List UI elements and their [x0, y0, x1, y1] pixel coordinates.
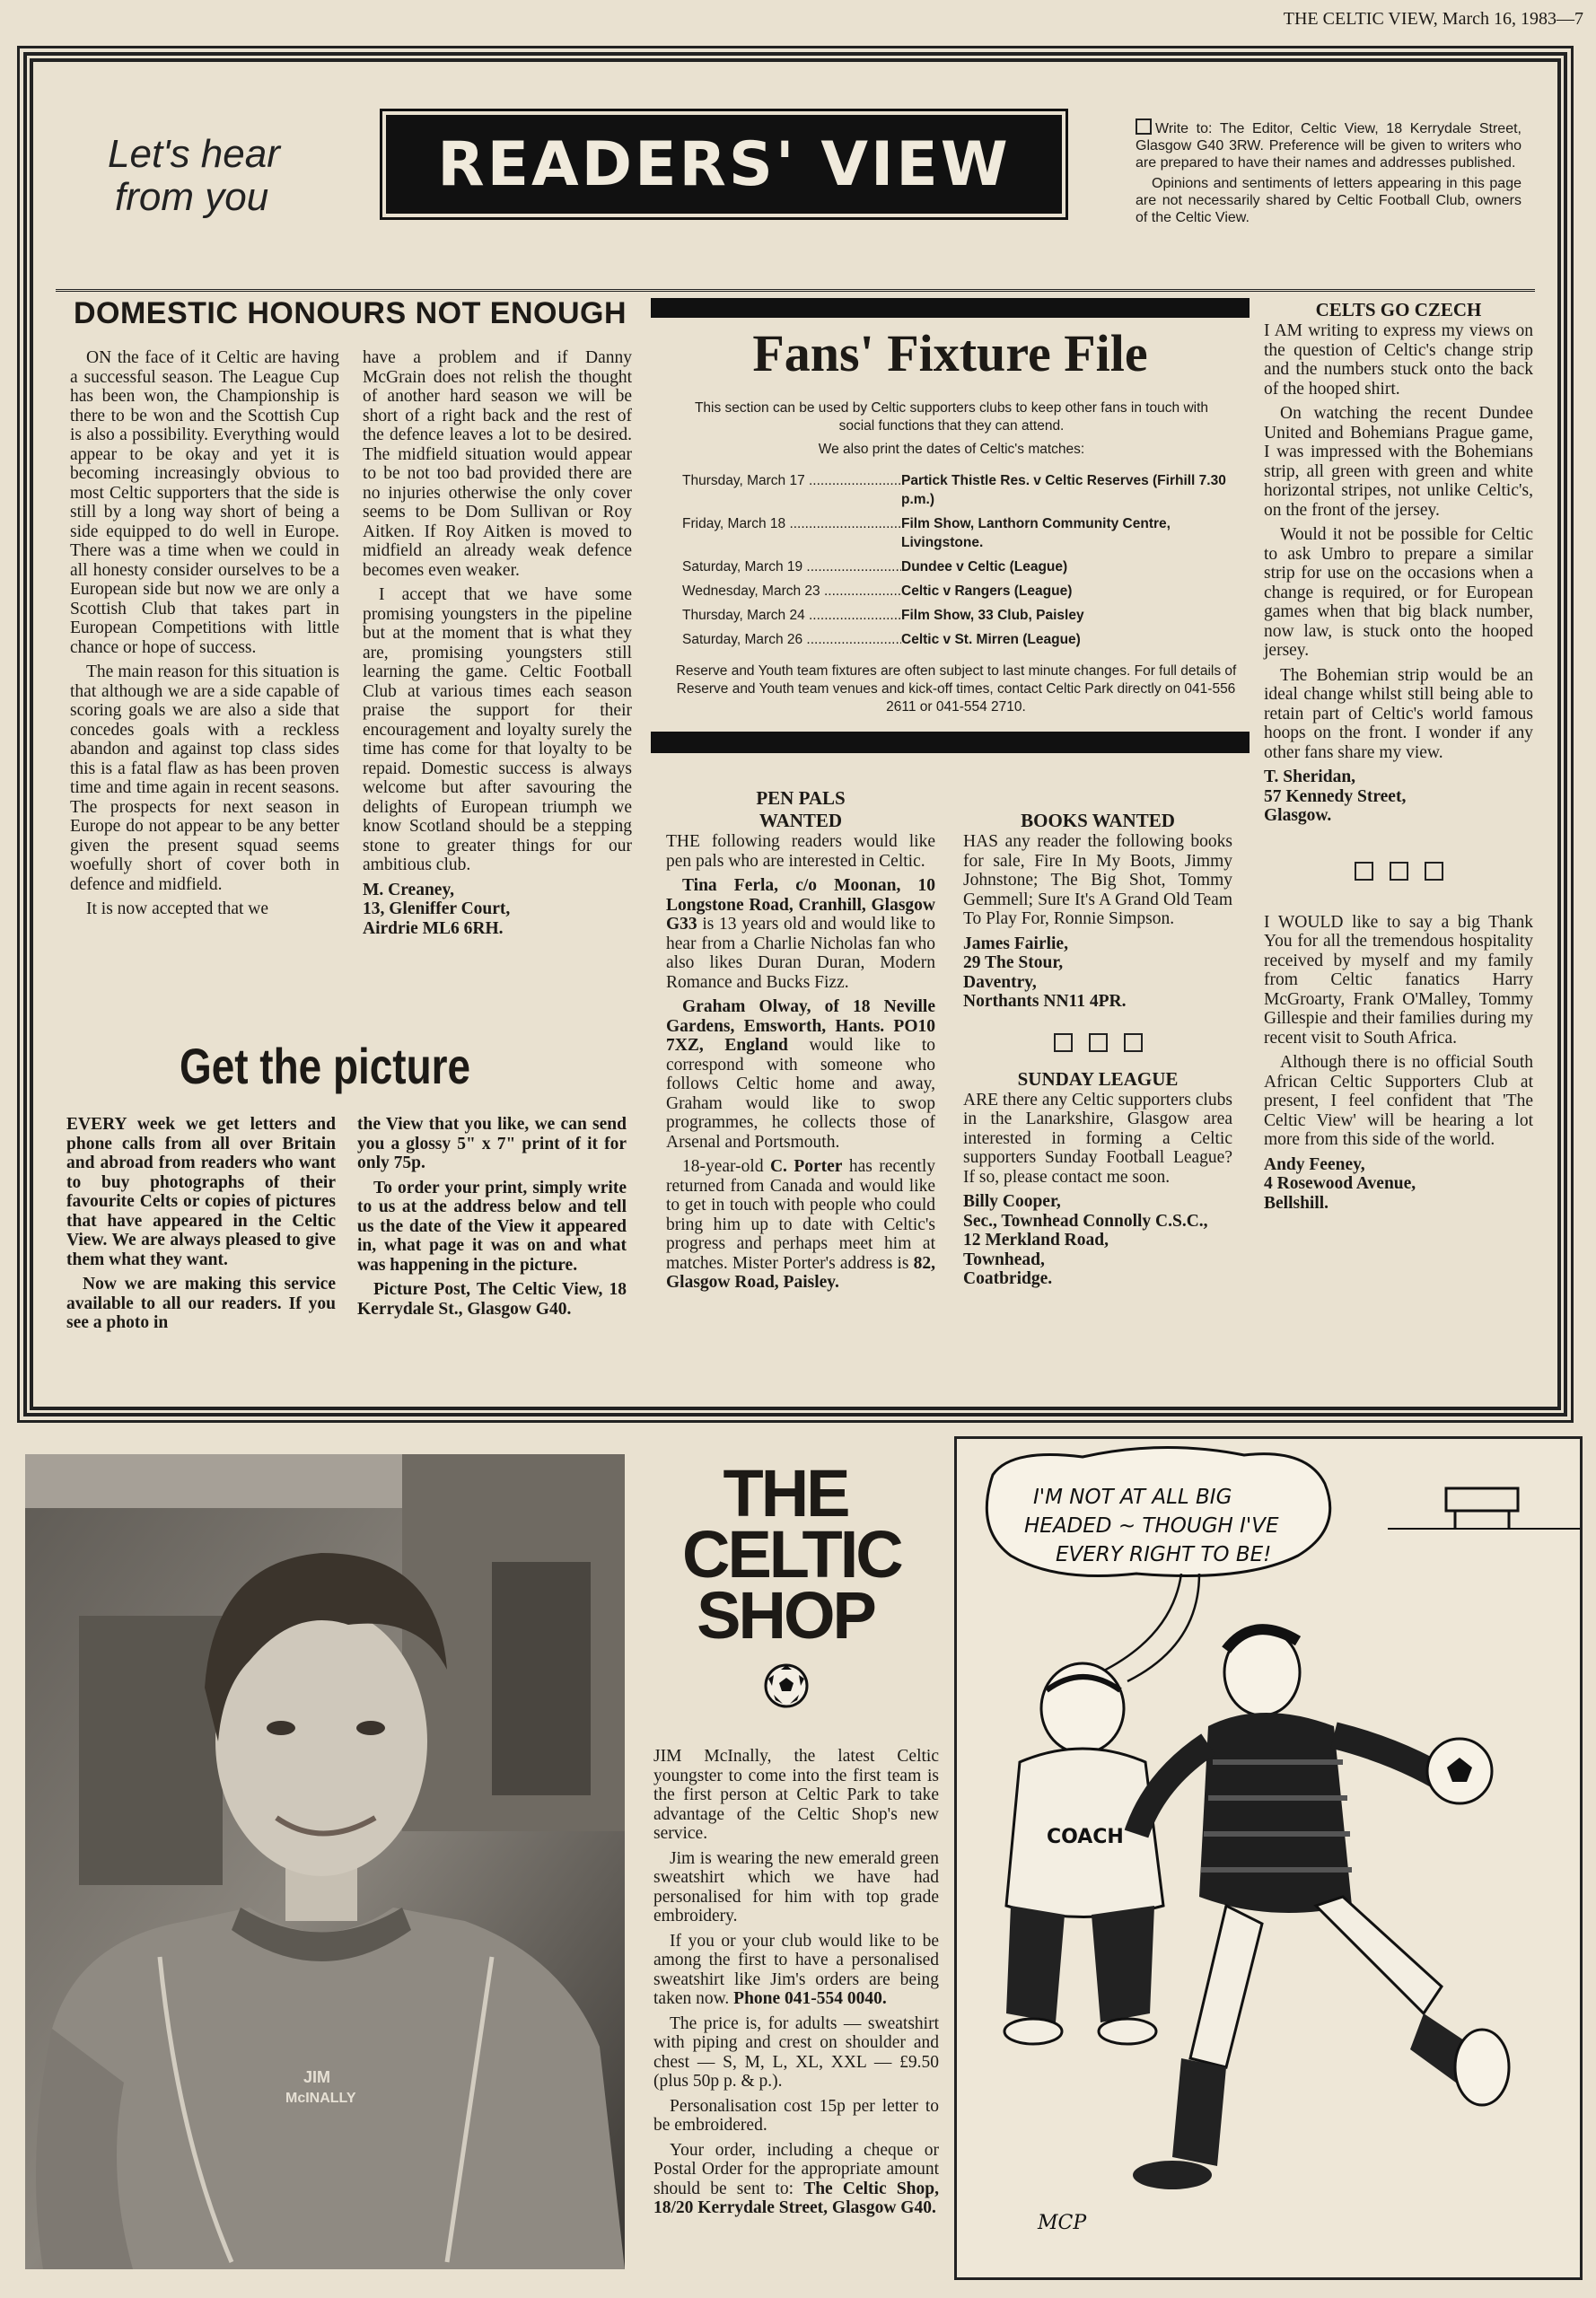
fixture-event: Film Show, Lanthorn Community Centre, Livingstone.	[901, 516, 1171, 550]
penpals-heading	[666, 787, 935, 832]
disclaimer-text: Opinions and sentiments of letters appearing in this page are not necessarily shared by Celtic Football Club, owners of the Celtic View.	[1136, 176, 1521, 225]
get-the-picture-heading: Get the picture	[180, 1038, 471, 1094]
fixture-date: Wednesday, March 23 .....	[682, 582, 901, 601]
books-column	[963, 810, 1232, 1289]
penpal-name: Tina Ferla, c/o Moonan, 10 Longstone Road, Cranhill, Glasgow G33	[666, 876, 935, 934]
square-icon	[1136, 118, 1152, 135]
fixture-table	[682, 471, 1230, 654]
signature-address: Coatbridge.	[963, 1269, 1053, 1288]
fixture-date: Saturday, March 19 .....	[682, 557, 901, 576]
penpals-heading-line2: WANTED	[759, 810, 843, 831]
signature-address: Daventry,	[963, 972, 1037, 992]
speech-line3: EVERY RIGHT TO BE!	[1056, 1543, 1272, 1566]
penpals-heading-line1: PEN PALS	[756, 787, 846, 809]
shop-para: Personalisation cost 15p per letter to be embroidered.	[653, 2096, 939, 2135]
picture-column-2	[357, 1115, 627, 1324]
penpal-text: is 13 years old and would like to hear from a Charlie Nicholas fan who also likes Duran Duran, Modern Romance and Bucks Fizz.	[666, 915, 935, 992]
signature-address: Northants NN11 4PR.	[963, 992, 1127, 1011]
fixture-row	[682, 514, 1230, 552]
penpals-intro: THE following readers would like pen pals who are interested in Celtic.	[666, 832, 935, 871]
fixture-date: Thursday, March 24 .....	[682, 606, 901, 625]
celtic-shop-title	[682, 1456, 901, 1653]
signature-address: Glasgow.	[1264, 806, 1332, 825]
cartoon-drawing	[957, 1439, 1580, 2277]
football-icon	[763, 1662, 810, 1709]
fixture-event: Celtic v Rangers (League)	[901, 583, 1073, 599]
picture-address: Picture Post, The Celtic View, 18 Kerrydale St., Glasgow G40.	[357, 1280, 627, 1319]
penpals-entry	[666, 1157, 935, 1293]
signature-name: T. Sheridan,	[1264, 767, 1356, 786]
shirt-embroidery: McINALLY	[285, 2091, 356, 2106]
penpal-name: Graham Olway, of 18 Neville Gardens, Emsworth, Hants. PO10 7XZ, England	[666, 997, 935, 1055]
signature-address: 4 Rosewood Avenue,	[1264, 1174, 1416, 1193]
cartoon-panel	[954, 1436, 1583, 2280]
fixture-row	[682, 606, 1230, 625]
czech-para: I AM writing to express my views on the question of Celtic's change strip and the numbers stuck onto the back of the hooped shirt.	[1264, 321, 1533, 399]
shop-title-line: CELTIC	[682, 1517, 901, 1592]
domestic-para: ON the face of it Celtic are having a successful season. The League Cup has been won, the Championship is there to be won and the Scottish Cup is also a possibility. Everything would appear to be okay and yet it is becoming increasingly obvious to most Celtic supporters that the side is still by a long way short of being a side equipped to do well in Europe. There was a time when we could in all honesty consider ourselves to be a European side but now we are only a Scottish Club that takes part in European Competitions with little chance or hope of success.	[70, 348, 339, 657]
signature-address: Sec., Townhead Connolly C.S.C.,	[963, 1211, 1208, 1231]
signature-address: 57 Kennedy Street,	[1264, 786, 1407, 806]
domestic-column-1	[70, 348, 339, 925]
penpals-entry	[666, 997, 935, 1152]
domestic-para: I accept that we have some promising youngsters in the pipeline but at the moment that is what they are, promising youngsters still learning the game. Celtic Football Club at various times each season praise the support for their encouragement and loyalty surely the time has come for that loyalty to be repaid. Domestic success is always welcome but after savouring the delights of European triumph we know Scotland should be a stepping stone to greater things for our ambitious club.	[363, 585, 632, 874]
czech-signature	[1264, 767, 1533, 826]
sunday-text: ARE there any Celtic supporters clubs in the Lanarkshire, Glasgow area interested in forming a Celtic supporters Sunday Football League? If so, please contact me soon.	[963, 1090, 1232, 1187]
shop-column	[653, 1747, 939, 2223]
shop-text: If you or your club would like to be among the first to have a personalised sweatshirt like Jim's orders are being taken now.	[653, 1931, 939, 2008]
shop-title-line: THE	[723, 1456, 848, 1531]
fixture-event: Film Show, 33 Club, Paisley	[901, 608, 1084, 623]
czech-para: Would it not be possible for Celtic to ask Umbro to prepare a similar strip for use on the occasions when a change is required, or for European games when that big black number, now law, is stuck onto the hooped jersey.	[1264, 525, 1533, 660]
fixture-bottom-bar	[651, 732, 1250, 753]
signature-address: 29 The Stour,	[963, 953, 1064, 972]
lets-hear-from-you	[108, 133, 280, 219]
fixture-date: Friday, March 18 .....	[682, 514, 901, 552]
sunday-signature	[963, 1192, 1232, 1289]
fixture-row	[682, 630, 1230, 649]
domestic-para: It is now accepted that we	[86, 899, 269, 918]
write-to-text: Write to: The Editor, Celtic View, 18 Kerrydale Street, Glasgow G40 3RW. Preference will be given to writers who are prepared to have their names and addresses published.	[1136, 121, 1521, 171]
fixture-intro-text: This section can be used by Celtic supporters clubs to keep other fans in touch with social functions that they can attend.	[694, 400, 1209, 434]
speech-line1: I'M NOT AT ALL BIG	[1033, 1486, 1232, 1509]
books-signature	[963, 934, 1232, 1012]
signature-address: Bellshill.	[1264, 1193, 1329, 1213]
write-to-box	[1136, 118, 1521, 230]
domestic-para: have a problem and if Danny McGrain does not relish the thought of another hard season we will be short of a right back and the rest of the defence leaves a lot to be desired. The midfield situation would appear to be not too bad provided there are no injuries otherwise the only cover seems to be Dom Sullivan or Roy Aitken. If Roy Aitken is moved to midfield an already weak defence becomes even weaker.	[363, 348, 632, 580]
domestic-signature	[363, 881, 632, 939]
shop-address: The Celtic Shop, 18/20 Kerrydale Street, Glasgow G40.	[653, 2179, 939, 2217]
penpal-name: C. Porter	[769, 1157, 843, 1176]
signature-address: 12 Merkland Road,	[963, 1231, 1109, 1250]
fixture-intro	[682, 399, 1221, 459]
speech-line2: HEADED ~ THOUGH I'VE	[1024, 1514, 1279, 1538]
signature-name: Andy Feeney,	[1264, 1154, 1365, 1174]
penpal-text: would like to correspond with someone who follows Celtic home and away, Graham would like to swop programmes, he collects those of Arsenal and Portsmouth.	[666, 1036, 935, 1152]
fixture-event: Partick Thistle Res. v Celtic Reserves (Firhill 7.30 p.m.)	[901, 473, 1226, 507]
signature-address: Airdrie ML6 6RH.	[363, 918, 504, 938]
shop-para	[653, 2141, 939, 2218]
separator-squares	[963, 1033, 1232, 1052]
domestic-column-2	[363, 348, 632, 938]
penpal-address: 82, Glasgow Road, Paisley.	[666, 1253, 935, 1292]
player-photo-image	[25, 1454, 625, 2269]
signature-name: James Fairlie,	[963, 934, 1068, 953]
signature-address: Townhead,	[963, 1250, 1045, 1269]
coach-label: COACH	[1047, 1826, 1124, 1848]
czech-heading: CELTS GO CZECH	[1315, 299, 1482, 320]
fixture-row	[682, 471, 1230, 509]
picture-para: To order your print, simply write to us at the address below and tell us the date of the View it appeared in, what page it was on and what was happening in the picture.	[357, 1178, 627, 1275]
picture-para: EVERY week we get letters and phone calls from all over Britain and abroad from readers who want to buy photographs of their favourite Celts or copies of pictures that have appeared in the Celtic View. We are always pleased to give them what they want.	[66, 1115, 336, 1269]
shop-para: The price is, for adults — sweatshirt with piping and crest on shoulder and chest — S, M, L, XL, XXL — £9.50 (plus 50p p. & p.).	[653, 2013, 939, 2091]
thankyou-para: I WOULD like to say a big Thank You for all the tremendous hospitality received by myself and my family from Celtic fanatics Harry McGroarty, Frank O'Malley, Tommy Gillespie and their families during my recent visit to South Africa.	[1264, 912, 1533, 1048]
readers-view-banner: READERS' VIEW	[386, 115, 1062, 214]
penpals-column	[666, 787, 935, 1298]
thankyou-para: Although there is no official South African Celtic Supporters Club at present, I feel confident that 'The Celtic View' will be hearing a lot more from this side of the world.	[1264, 1053, 1533, 1149]
penpal-text: has recently returned from Canada and would like to get in touch with people who could bring him up to date with Celtic's progress and perhaps meet him at matches. Mister Porter's address is	[666, 1157, 935, 1273]
header-divider	[56, 289, 1535, 292]
books-heading: BOOKS WANTED	[1021, 810, 1175, 831]
czech-para: On watching the recent Dundee United and Bohemians Prague game, I was impressed with the Bohemians strip, all green with green and white horizontal stripes, not unlike Celtic's, on the front of the jersey.	[1264, 404, 1533, 520]
sunday-heading: SUNDAY LEAGUE	[1017, 1067, 1179, 1090]
fixture-row	[682, 582, 1230, 601]
books-text: HAS any reader the following books for sale, Fire In My Boots, Jimmy Johnstone; The Big Shot, Tommy Gemmell; Sure It's A Grand Old Team To Play For, Ronnie Simpson.	[963, 832, 1232, 928]
fixture-row	[682, 557, 1230, 576]
signature-address: 13, Gleniffer Court,	[363, 899, 511, 918]
fixture-date: Thursday, March 17 .....	[682, 471, 901, 509]
signature-name: Billy Cooper,	[963, 1192, 1061, 1211]
fixture-intro-subtext: We also print the dates of Celtic's matches:	[818, 442, 1085, 457]
shop-para: JIM McInally, the latest Celtic youngster to come into the first team is the first person at Celtic Park to take advantage of the Celtic Shop's new service.	[653, 1747, 939, 1843]
fixture-note: Reserve and Youth team fixtures are often subject to last minute changes. For full details of Reserve and Youth team venues and kick-off times, contact Celtic Park directly on 041-556 2611 or 041-554 2710.	[675, 663, 1237, 715]
domestic-para: The main reason for this situation is that although we are a side capable of scoring goals we are also a side that concedes goals with a reckless abandon and against top class sides this is a fatal flaw as has been proven time and time again in recent seasons. The prospects for next season in Europe do not appear to be any better given the present squad seems woefully short of cover both in defence and midfield.	[70, 662, 339, 894]
tagline-line1: Let's hear	[108, 132, 280, 176]
shop-para: Jim is wearing the new emerald green sweatshirt which we have had personalised for him with top grade embroidery.	[653, 1848, 939, 1925]
picture-column-1	[66, 1115, 336, 1338]
fixture-title: Fans' Fixture File	[752, 324, 1148, 382]
shop-text: Your order, including a cheque or Postal Order for the appropriate amount should be sent to:	[653, 2140, 939, 2198]
penpal-text: 18-year-old	[682, 1157, 770, 1176]
fixture-event: Celtic v St. Mirren (League)	[901, 632, 1081, 647]
domestic-heading: DOMESTIC HONOURS NOT ENOUGH	[73, 296, 627, 330]
czech-para: The Bohemian strip would be an ideal change whilst still being able to retain part of Celtic's world famous hoops on the front. I wonder if any other fans share my view.	[1264, 665, 1533, 762]
shirt-embroidery: JIM	[303, 2068, 331, 2086]
czech-column	[1264, 299, 1533, 1213]
shop-phone: Phone 041-554 0040.	[733, 1989, 887, 2008]
page-header: THE CELTIC VIEW, March 16, 1983—7	[1283, 9, 1583, 29]
tagline-line2: from you	[115, 175, 269, 219]
picture-para: the View that you like, we can send you a glossy 5" x 7" print of it for only 75p.	[357, 1115, 627, 1172]
fixture-event: Dundee v Celtic (League)	[901, 559, 1068, 574]
shop-title-line: SHOP	[697, 1578, 874, 1653]
thankyou-signature	[1264, 1155, 1533, 1214]
penpals-entry	[666, 876, 935, 992]
fixture-top-bar	[651, 298, 1250, 318]
signature-name: M. Creaney,	[363, 880, 454, 899]
shop-para	[653, 1932, 939, 2009]
fixture-date: Saturday, March 26 .....	[682, 630, 901, 649]
player-photo	[25, 1454, 625, 2269]
picture-para: Now we are making this service available to all our readers. If you see a photo in	[66, 1275, 336, 1332]
separator-squares	[1264, 862, 1533, 881]
cartoonist-signature: MCP	[1038, 2212, 1087, 2234]
